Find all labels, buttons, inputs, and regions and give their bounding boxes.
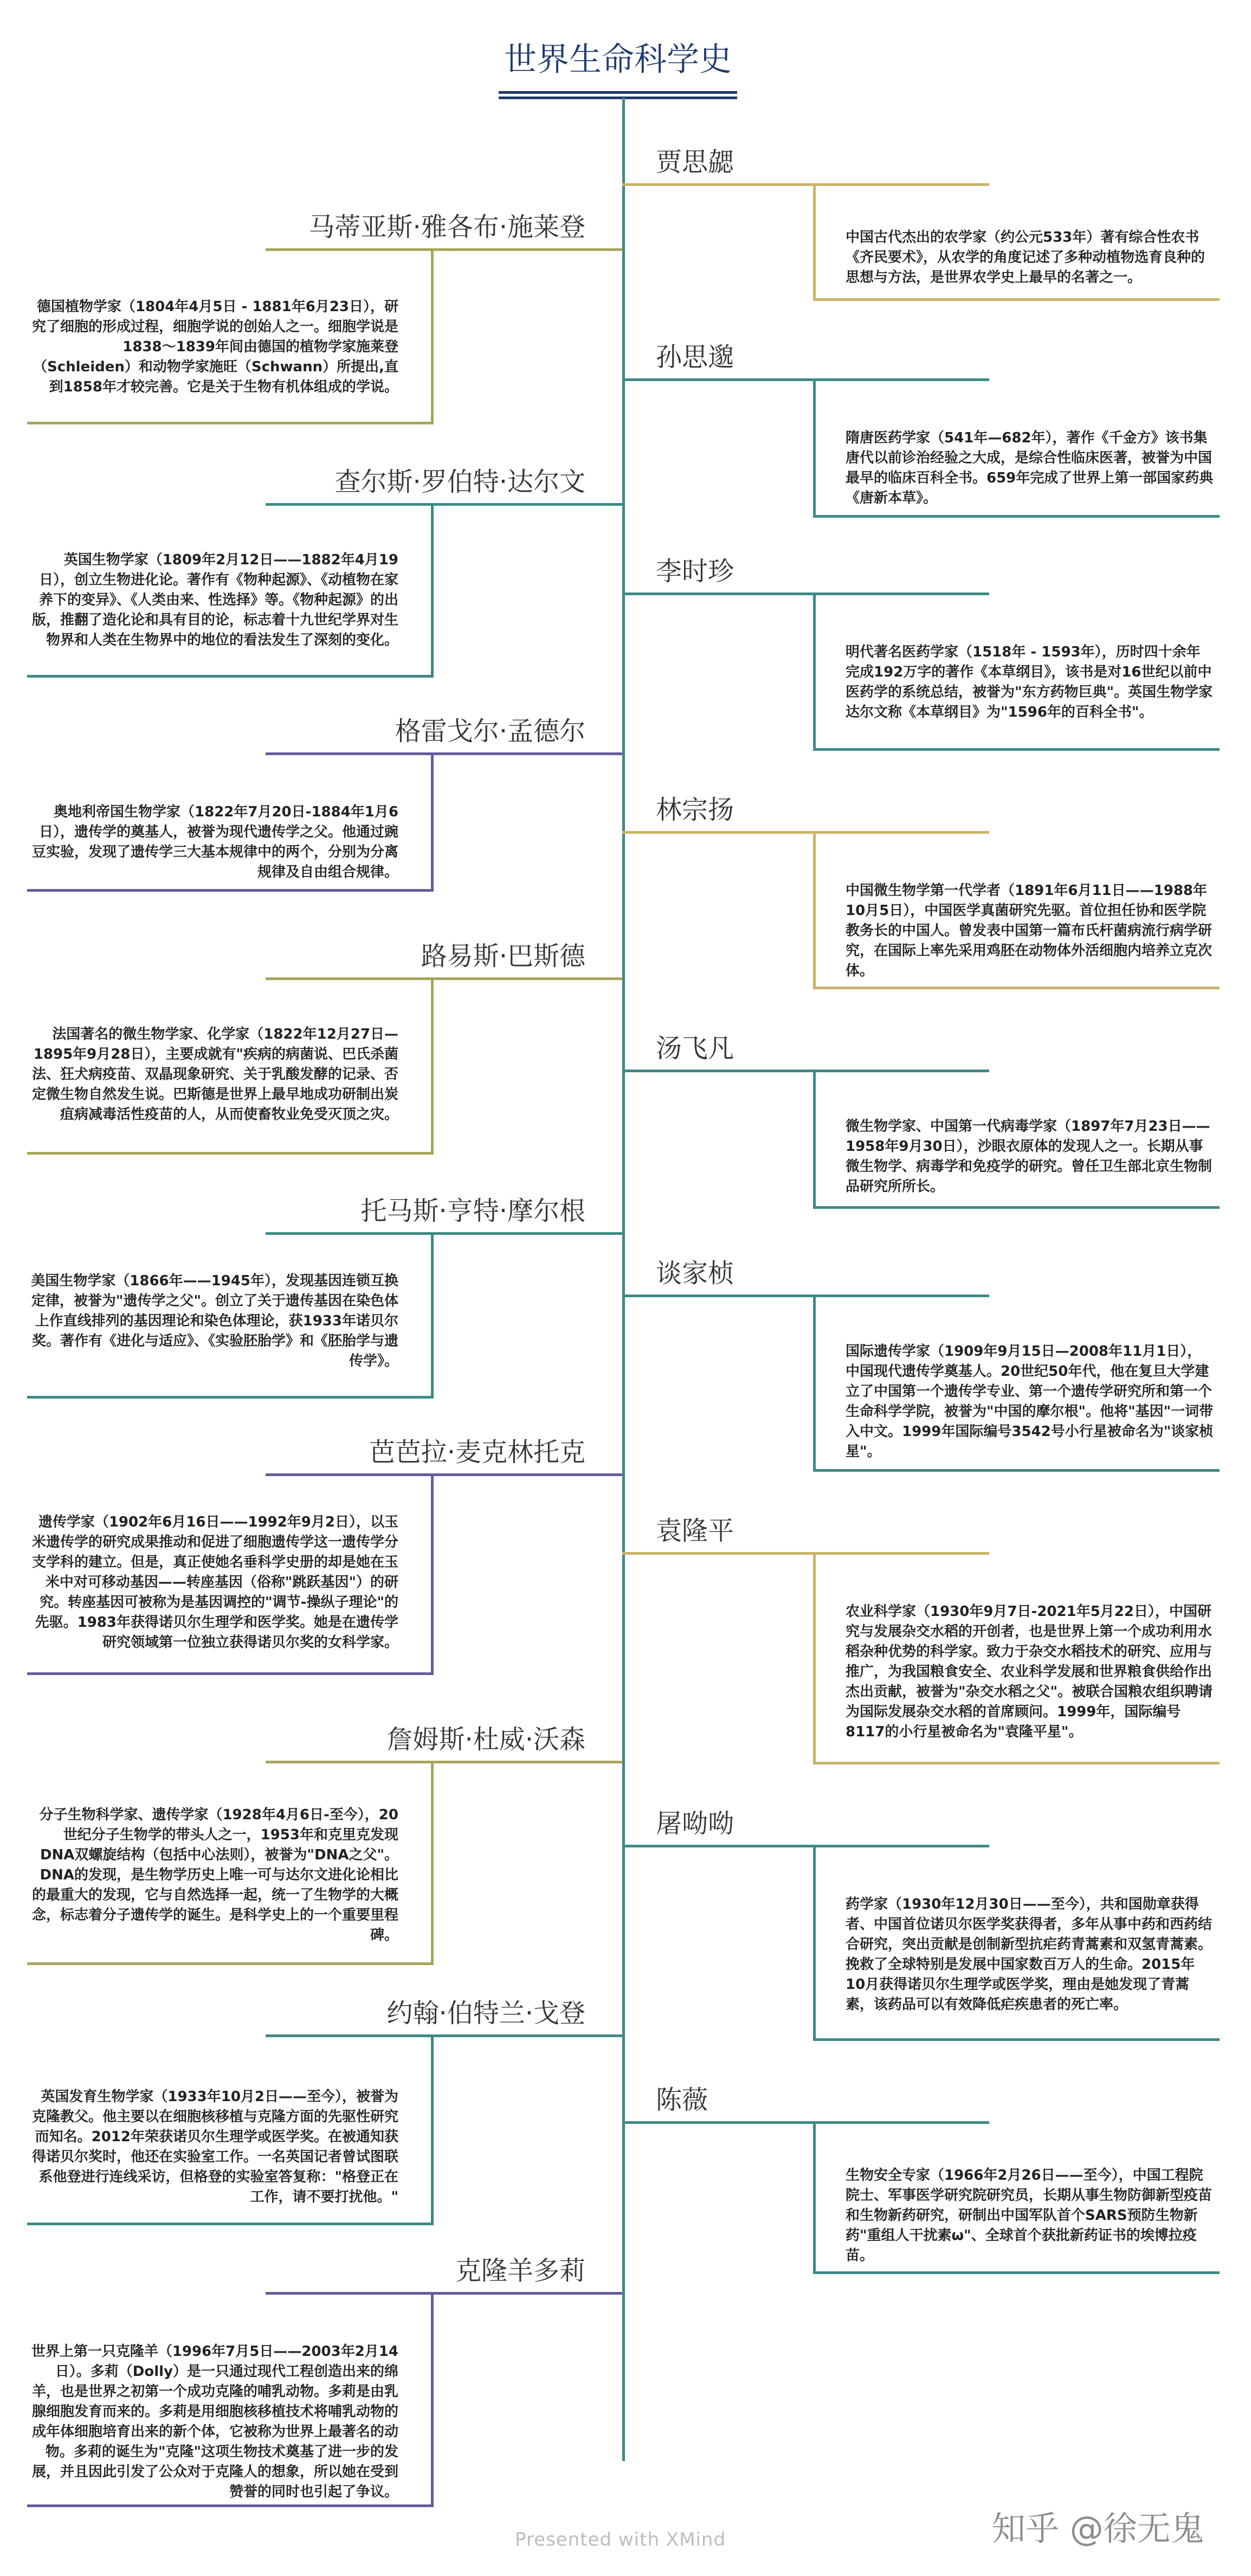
branch-connector bbox=[813, 1552, 816, 1762]
branch-connector bbox=[431, 2292, 434, 2504]
topic-note: 中国微生物学第一代学者（1891年6月11日——1988年10月5日），中国医学真菌研究先驱。首位担任协和医学院教务长的中国人。曾发表中国第一篇布氏杆菌病流行病学研究，在国际上率先采用鸡胚在动物体外活细胞内培养立克次体。 bbox=[846, 883, 1213, 979]
branch-connector bbox=[431, 1232, 434, 1396]
topic-note: 生物安全专家（1966年2月26日——至今），中国工程院院士、军事医学研究院研究员，长期从事生物防御新型疫苗和生物新药研究，研制出中国军队首个SARS预防生物新药"重组人干扰素ω"、全球首个获批新药证书的埃博拉疫苗。 bbox=[846, 2167, 1213, 2264]
branch-connector bbox=[266, 1473, 622, 1476]
branch-connector bbox=[431, 503, 434, 675]
branch-connector bbox=[431, 1473, 434, 1672]
note-underline bbox=[813, 2271, 1220, 2274]
branch-connector bbox=[622, 1070, 989, 1072]
note-underline bbox=[27, 1152, 434, 1155]
topic-note: 分子生物科学家、遗传学家（1928年4月6日-至今），20世纪分子生物学的带头人之一，1953年和克里克发现DNA双螺旋结构（包括中心法则），被誉为"DNA之父"。DNA的发现，是生物学历史上唯一可与达尔文进化论相比的最重大的发现，它与自然选择一起，统一了生物学的大概念，标志着分子遗传学的诞生。是科学史上的一个重要里程碑。 bbox=[31, 1807, 398, 1943]
topic-note: 药学家（1930年12月30日——至今），共和国勋章获得者、中国首位诺贝尔医学奖获得者，多年从事中药和西药结合研究，突出贡献是创制新型抗疟药青蒿素和双氢青蒿素。挽救了全球特别是发展中国家数百万人的生命。2015年10月获得诺贝尔生理学或医学奖，理由是她发现了青蒿素，该药品可以有效降低疟疾患者的死亡率。 bbox=[846, 1896, 1213, 2013]
branch-connector bbox=[813, 1845, 816, 2038]
branch-connector bbox=[431, 752, 434, 889]
branch-connector bbox=[813, 1295, 816, 1469]
note-underline bbox=[27, 422, 434, 424]
branch-connector bbox=[813, 378, 816, 515]
topic-name[interactable]: 托马斯·亨特·摩尔根 bbox=[360, 1196, 585, 1226]
watermark: 知乎 @徐无鬼 bbox=[992, 2509, 1204, 2548]
branch-connector bbox=[622, 378, 989, 381]
topic-name[interactable]: 查尔斯·罗伯特·达尔文 bbox=[334, 467, 585, 497]
note-underline bbox=[27, 2223, 434, 2225]
topic-name[interactable]: 克隆羊多莉 bbox=[455, 2256, 585, 2286]
topic-note: 微生物学家、中国第一代病毒学家（1897年7月23日——1958年9月30日），沙眼衣原体的发现人之一。长期从事微生物学、病毒学和免疫学的研究。曾任卫生部北京生物制品研究所所长。 bbox=[846, 1118, 1213, 1195]
note-underline bbox=[27, 1962, 434, 1965]
note-underline bbox=[813, 748, 1220, 751]
branch-connector bbox=[431, 2034, 434, 2223]
topic-note: 英国生物学家（1809年2月12日——1882年4月19日），创立生物进化论。著作有《物种起源》、《动植物在家养下的变异》、《人类由来、性选择》等。《物种起源》的出版，推翻了造化论和具有目的论，标志着十九世纪学界对生物界和人类在生物界中的地位的看法发生了深刻的变化。 bbox=[31, 552, 398, 648]
topic-note: 明代著名医药学家（1518年 - 1593年），历时四十余年完成192万字的著作《本草纲目》，该书是对16世纪以前中医药学的系统总结，被誉为"东方药物巨典"。英国生物学家达尔文称《本草纲目》为"1596年的百科全书"。 bbox=[846, 644, 1213, 720]
topic-name[interactable]: 林宗扬 bbox=[656, 795, 734, 825]
note-underline bbox=[27, 1396, 434, 1399]
note-underline bbox=[813, 1206, 1220, 1209]
branch-connector bbox=[266, 1232, 622, 1235]
topic-name[interactable]: 屠呦呦 bbox=[656, 1808, 734, 1839]
branch-connector bbox=[813, 183, 816, 298]
title-underline bbox=[499, 96, 737, 99]
topic-name[interactable]: 孙思邈 bbox=[656, 342, 734, 372]
branch-connector bbox=[266, 2034, 622, 2037]
topic-name[interactable]: 约翰·伯特兰·戈登 bbox=[386, 1998, 585, 2028]
branch-connector bbox=[266, 977, 622, 980]
topic-note: 世界上第一只克隆羊（1996年7月5日——2003年2月14日）。多莉（Dolly）是一只通过现代工程创造出来的绵羊，也是世界之初第一个成功克隆的哺乳动物。多莉是由乳腺细胞发育而来的。多莉是用细胞核移植技术将哺乳动物的成年体细胞培育出来的新个体，它被称为世界上最著名的动物。多莉的诞生为"克隆"这项生物技术奠基了进一步的发展，并且因此引发了公众对于克隆人的想象，所以她在受到赞誉的同时也引起了争议。 bbox=[31, 2343, 398, 2500]
branch-connector bbox=[431, 1761, 434, 1962]
topic-name[interactable]: 路易斯·巴斯德 bbox=[421, 941, 585, 971]
note-underline bbox=[813, 515, 1220, 518]
topic-note: 德国植物学家（1804年4月5日 - 1881年6月23日），研究了细胞的形成过程，细胞学说的创始人之一。细胞学说是1838～1839年间由德国的植物学家施莱登（Schleiden）和动物学家施旺（Schwann）所提出,直到1858年才较完善。它是关于生物有机体组成的学说。 bbox=[31, 299, 398, 395]
branch-connector bbox=[622, 831, 989, 834]
branch-connector bbox=[431, 977, 434, 1152]
topic-note: 隋唐医药学家（541年—682年），著作《千金方》该书集唐代以前诊治经验之大成，是综合性临床医著，被誉为中国最早的临床百科全书。659年完成了世界上第一部国家药典《唐新本草》。 bbox=[846, 430, 1214, 506]
note-underline bbox=[27, 1672, 434, 1675]
note-underline bbox=[27, 675, 434, 678]
topic-name[interactable]: 贾思勰 bbox=[656, 147, 734, 177]
topic-note: 英国发育生物学家（1933年10月2日——至今），被誉为克隆教父。他主要以在细胞核移植与克隆方面的先驱性研究而知名。2012年荣获诺贝尔生理学或医学奖。在被通知获得诺贝尔奖时，他还在实验室工作。一名英国记者曾试图联系他登进行连线采访，但格登的实验室答复称："格登正在工作，请不要打扰他。" bbox=[31, 2089, 398, 2205]
branch-connector bbox=[266, 248, 622, 251]
branch-connector bbox=[266, 752, 622, 755]
map-title[interactable]: 世界生命科学史 bbox=[504, 41, 732, 79]
topic-name[interactable]: 袁隆平 bbox=[656, 1516, 734, 1546]
branch-connector bbox=[622, 1552, 989, 1555]
topic-name[interactable]: 李时珍 bbox=[656, 556, 734, 587]
branch-connector bbox=[266, 503, 622, 506]
branch-connector bbox=[622, 183, 989, 186]
topic-name[interactable]: 詹姆斯·杜威·沃森 bbox=[386, 1724, 585, 1755]
note-underline bbox=[27, 889, 434, 892]
topic-note: 中国古代杰出的农学家（约公元533年）著有综合性农书《齐民要术》，从农学的角度记述了多种动植物选育良种的思想与方法，是世界农学史上最早的名著之一。 bbox=[846, 229, 1205, 286]
note-underline bbox=[813, 987, 1220, 989]
footer-credit: Presented with XMind bbox=[515, 2529, 726, 2551]
topic-name[interactable]: 汤飞凡 bbox=[656, 1033, 734, 1064]
topic-note: 遗传学家（1902年6月16日——1992年9月2日），以玉米遗传学的研究成果推动和促进了细胞遗传学这一遗传学分支学科的建立。但是，真正使她名垂科学史册的却是她在玉米中对可移动基因——转座基因（俗称"跳跃基因"）的研究。转座基因可被称为是基因调控的"调节-操纵子理论"的先驱。1983年获得诺贝尔生理学和医学奖。她是在遗传学研究领域第一位独立获得诺贝尔奖的女科学家。 bbox=[31, 1514, 398, 1651]
branch-connector bbox=[813, 593, 816, 748]
topic-name[interactable]: 马蒂亚斯·雅各布·施莱登 bbox=[308, 212, 585, 242]
topic-name[interactable]: 芭芭拉·麦克林托克 bbox=[369, 1437, 585, 1467]
topic-name[interactable]: 陈薇 bbox=[656, 2085, 708, 2115]
branch-connector bbox=[622, 1845, 989, 1847]
topic-name[interactable]: 格雷戈尔·孟德尔 bbox=[395, 716, 585, 746]
branch-connector bbox=[622, 2121, 989, 2124]
topic-note: 奥地利帝国生物学家（1822年7月20日-1884年1月6日），遗传学的奠基人，被誉为现代遗传学之父。他通过豌豆实验，发现了遗传学三大基本规律中的两个，分别为分离规律及自由组合规律。 bbox=[31, 804, 398, 880]
topic-note: 美国生物学家（1866年——1945年），发现基因连锁互换定律，被誉为"遗传学之父"。创立了关于遗传基因在染色体上作直线排列的基因理论和染色体理论，获1933年诺贝尔奖。著作有《进化与适应》、《实验胚胎学》和《胚胎学与遗传学》。 bbox=[31, 1273, 398, 1369]
branch-connector bbox=[622, 1295, 989, 1297]
branch-connector bbox=[431, 248, 434, 422]
note-underline bbox=[813, 1469, 1220, 1472]
branch-connector bbox=[813, 831, 816, 987]
branch-connector bbox=[813, 1070, 816, 1206]
title-underline bbox=[499, 91, 737, 94]
branch-connector bbox=[266, 1761, 622, 1763]
note-underline bbox=[813, 298, 1220, 301]
topic-note: 国际遗传学家（1909年9月15日—2008年11月1日），中国现代遗传学奠基人。20世纪50年代，他在复旦大学建立了中国第一个遗传学专业、第一个遗传学研究所和第一个生命科学学院，被誉为"中国的摩尔根"。他将"基因"一词带入中文。1999年国际编号3542号小行星被命名为"谈家桢星"。 bbox=[846, 1343, 1214, 1460]
topic-note: 法国著名的微生物学家、化学家（1822年12月27日—1895年9月28日），主要成就有"疾病的病菌说、巴氏杀菌法、狂犬病疫苗、双晶现象研究、关于乳酸发酵的记录、否定微生物自然发生说。巴斯德是世界上最早地成功研制出炭疽病减毒活性疫苗的人，从而使畜牧业免受灭顶之灾。 bbox=[31, 1026, 398, 1123]
note-underline bbox=[813, 1762, 1220, 1764]
branch-connector bbox=[622, 593, 989, 595]
note-underline bbox=[27, 2504, 434, 2507]
topic-name[interactable]: 谈家桢 bbox=[656, 1258, 734, 1289]
note-underline bbox=[813, 2038, 1220, 2041]
topic-note: 农业科学家（1930年9月7日-2021年5月22日），中国研究与发展杂交水稻的开创者，也是世界上第一个成功利用水稻杂种优势的科学家。致力于杂交水稻技术的研究、应用与推广，为我国粮食安全、农业科学发展和世界粮食供给作出杰出贡献，被誉为"杂交水稻之父"。被联合国粮农组织聘请为国际发展杂交水稻的首席顾问。1999年，国际编号8117的小行星被命名为"袁隆平星"。 bbox=[846, 1603, 1213, 1740]
branch-connector bbox=[813, 2121, 816, 2271]
branch-connector bbox=[266, 2292, 622, 2295]
central-spine bbox=[622, 98, 625, 2461]
